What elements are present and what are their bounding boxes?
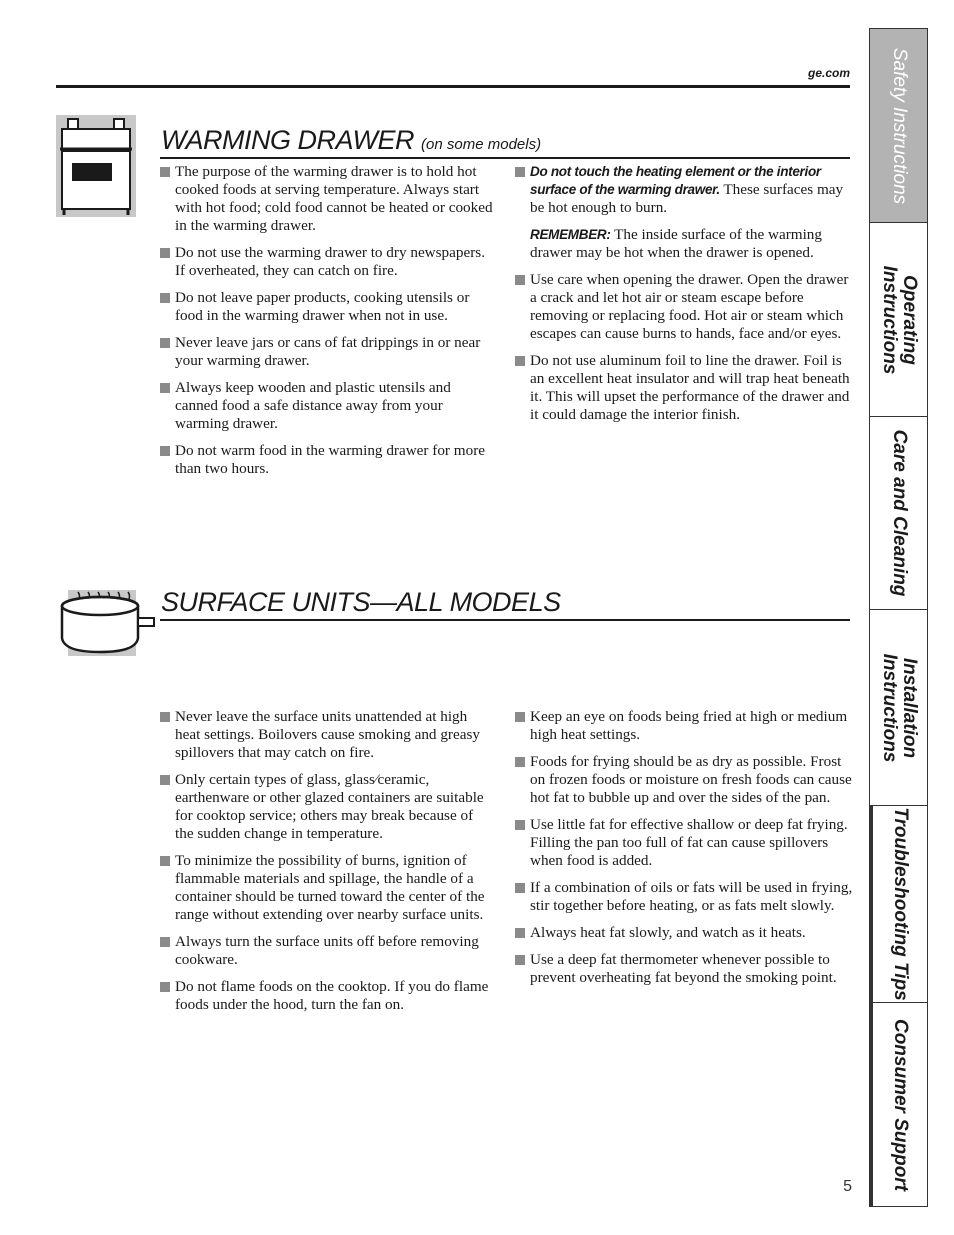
list-item: Do not leave paper products, cooking utensils or food in the warming drawer when not in use. <box>160 289 494 325</box>
bullet-square-icon <box>160 338 170 348</box>
bullet-square-icon <box>160 248 170 258</box>
bullet-square-icon <box>160 982 170 992</box>
bullet-square-icon <box>515 757 525 767</box>
tab-label: Operating Instructions <box>878 265 920 374</box>
bullet-square-icon <box>160 446 170 456</box>
surface-left-column <box>160 708 494 1023</box>
list-item: Foods for frying should be as dry as possible. Frost on frozen foods or moisture on fresh foods can cause hot fat to bubble up and over the sides of the pan. <box>515 753 853 807</box>
surface-right-column <box>515 708 853 996</box>
list-item: Do not flame foods on the cooktop. If you do flame foods under the hood, turn the fan on. <box>160 978 494 1014</box>
bullet-square-icon <box>515 167 525 177</box>
tab-installation-instructions[interactable] <box>870 610 927 806</box>
bullet-square-icon <box>515 356 525 366</box>
bullet-square-icon <box>160 856 170 866</box>
bullet-square-icon <box>515 955 525 965</box>
bullet-square-icon <box>160 712 170 722</box>
surface-units-rule <box>160 619 850 621</box>
list-item: The purpose of the warming drawer is to hold hot cooked foods at serving temperature. Always start with hot food; cold food cannot be heated or cooked in the warming drawer. <box>160 163 494 235</box>
tab-label: Troubleshooting Tips <box>890 807 911 1001</box>
list-item: Use care when opening the drawer. Open the drawer a crack and let hot air or steam escape before removing or replacing food. Hot air or steam which escapes can cause burns to hands, face and/or eyes. <box>515 271 853 343</box>
bullet-square-icon <box>515 820 525 830</box>
tab-troubleshooting-tips[interactable] <box>870 806 927 1003</box>
tab-label: Consumer Support <box>890 1018 911 1191</box>
warming-right-column <box>515 163 853 433</box>
bullet-square-icon <box>515 712 525 722</box>
list-item: Do not warm food in the warming drawer for more than two hours. <box>160 442 494 478</box>
page-number: 5 <box>843 1178 852 1195</box>
tab-label: Safety Instructions <box>888 47 910 204</box>
warming-drawer-title: WARMING DRAWER (on some models) <box>161 125 542 155</box>
list-item: Always keep wooden and plastic utensils and canned food a safe distance away from your warming drawer. <box>160 379 494 433</box>
range-icon <box>56 115 136 217</box>
list-item: Always turn the surface units off before removing cookware. <box>160 933 494 969</box>
surface-units-title: SURFACE UNITS—ALL MODELS <box>161 587 561 617</box>
list-item: Never leave jars or cans of fat drippings in or near your warming drawer. <box>160 334 494 370</box>
bullet-square-icon <box>160 167 170 177</box>
bullet-square-icon <box>515 928 525 938</box>
list-item: Use little fat for effective shallow or deep fat frying. Filling the pan too full of fat can cause spillovers when food is added. <box>515 816 853 870</box>
pot-icon <box>56 588 156 660</box>
list-item: To minimize the possibility of burns, ignition of flammable materials and spillage, the handle of a container should be turned toward the center of the range without extending over nearby surface units. <box>160 852 494 924</box>
bullet-square-icon <box>515 883 525 893</box>
remember-note: REMEMBER: The inside surface of the warming drawer may be hot when the drawer is opened. <box>530 226 822 261</box>
tab-label: Installation Instructions <box>878 653 920 762</box>
warming-left-column <box>160 163 494 487</box>
tab-care-and-cleaning[interactable] <box>870 417 927 610</box>
list-item: Do not use the warming drawer to dry newspapers. If overheated, they can catch on fire. <box>160 244 494 280</box>
tab-label: Care and Cleaning <box>888 429 910 597</box>
warming-drawer-rule <box>160 157 850 159</box>
tab-consumer-support[interactable] <box>870 1003 927 1206</box>
list-item: Do not use aluminum foil to line the drawer. Foil is an excellent heat insulator and will trap heat beneath it. This will upset the performance of the drawer and it could damage the interior finish. <box>515 352 853 424</box>
list-item: Use a deep fat thermometer whenever possible to prevent overheating fat beyond the smoking point. <box>515 951 853 987</box>
warming-drawer-subtitle: (on some models) <box>421 136 542 153</box>
list-item: Keep an eye on foods being fried at high or medium high heat settings. <box>515 708 853 744</box>
bullet-square-icon <box>160 937 170 947</box>
tab-operating-instructions[interactable] <box>870 223 927 417</box>
list-item: Never leave the surface units unattended at high heat settings. Boilovers cause smoking and greasy spillovers that may catch on fire. <box>160 708 494 762</box>
list-item: Always heat fat slowly, and watch as it heats. <box>515 924 853 942</box>
list-item: Do not touch the heating element or the interior surface of the warming drawer. These surfaces may be hot enough to burn. <box>515 163 853 217</box>
bullet-square-icon <box>160 293 170 303</box>
header-rule <box>56 85 850 88</box>
list-item: If a combination of oils or fats will be used in frying, stir together before heating, or as fats melt slowly. <box>515 879 853 915</box>
site-url: ge.com <box>807 66 850 80</box>
bullet-square-icon <box>515 275 525 285</box>
tab-safety-instructions[interactable] <box>870 29 927 223</box>
bullet-square-icon <box>160 775 170 785</box>
bullet-square-icon <box>160 383 170 393</box>
list-item: Only certain types of glass, glass⁄ceramic, earthenware or other glazed containers are suitable for cooktop service; others may break because of the sudden change in temperature. <box>160 771 494 843</box>
section-tabs <box>869 28 928 1207</box>
